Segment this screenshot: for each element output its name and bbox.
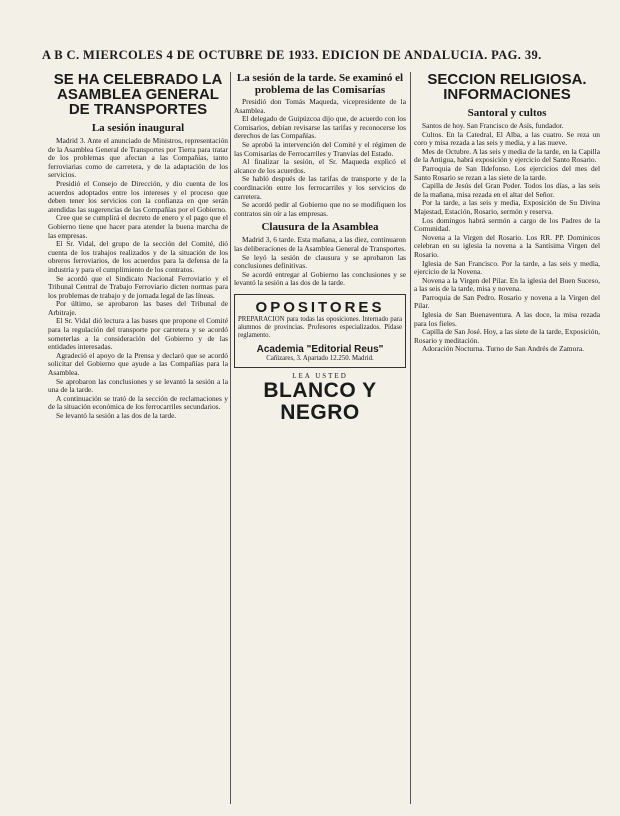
paragraph: El Sr. Vidal, del grupo de la sección del Comité, dió cuenta de los trabajos realizados y de la situación de los obreros ferroviarios, de los acuerdos para la defensa de la industria y para el cumplimiento de los contratos. [48, 239, 228, 274]
paragraph: Cultos. En la Catedral, El Alba, a las cuatro. Se reza un coro y misa rezada a las seis y media, y a las nueve. [414, 129, 600, 148]
column-sesion-tarde [234, 72, 406, 807]
paragraph: Parroquia de San Ildefonso. Los ejercicios del mes del Santo Rosario se rezan a las siete de la tarde. [414, 163, 600, 182]
paragraph: Cree que se cumplirá el decreto de enero y el pago que el Gobierno tiene que hacer para atender la buena marcha de las empresas. [48, 213, 228, 240]
paragraph: El delegado de Guipúzcoa dijo que, de acuerdo con los Comisarios, debían revisarse las tarifas y reconocerse los derechos de las Compañías. [234, 114, 406, 141]
paragraph: A continuación se trató de la sección de reclamaciones y de la situación económica de los ferrocarriles secundarios. [48, 393, 228, 412]
ad-opositores-text: PREPARACION para todas las oposiciones. Internado para alumnos de provincias. Profesores especializados. Pídase reglamento. [238, 315, 402, 339]
paragraph: El Sr. Vidal dió lectura a las bases que propone el Comité para la regulación del transporte por carretera y se acordó someterlas a la consideración del Gobierno y de las entidades interesadas. [48, 316, 228, 352]
paragraph: Por último, se aprobaron las bases del Tribunal de Arbitraje. [48, 299, 228, 317]
ad-blanco-y-negro-title: BLANCO Y NEGRO [263, 378, 377, 424]
paragraph: Agradeció el apoyo de la Prensa y declaró que se acordó solicitar del Gobierno que ayude a las Compañías para la Asamblea. [48, 350, 228, 378]
paragraph: Iglesia de San Francisco. Por la tarde, a las seis y media, ejercicio de la Novena. [414, 258, 600, 277]
paragraph: Se habló después de las tarifas de transporte y de la coordinación entre los ferrocarriles y los servicios de carretera. [234, 174, 406, 201]
subhead-clausura: Clausura de la Asamblea [261, 221, 379, 234]
paragraph: Presidió el Consejo de Dirección, y dio cuenta de los acuerdos adoptados entre los intereses y el proceso que deben tener los servicios con la confianza en que serán atendidas las sugerencias de las Compañías por el Gobierno. [48, 178, 228, 214]
ad-opositores [234, 294, 406, 368]
paragraph: Mes de Octubre. A las seis y media de la tarde, en la Capilla de la Antigua, habrá exposición y ejercicio del Santo Rosario. [414, 146, 600, 165]
running-head: A B C. MIERCOLES 4 DE OCTUBRE DE 1933. EDICION DE ANDALUCIA. PAG. 39. [42, 48, 542, 62]
paragraph: Los domingos habrá sermón a cargo de los Padres de la Comunidad. [414, 215, 600, 234]
ad-lea-usted: LEA USTED [292, 371, 348, 380]
headline-sesion-tarde: La sesión de la tarde. Se examinó el problema de las Comisarías [236, 72, 404, 96]
paragraph: Presidió don Tomás Maqueda, vicepresidente de la Asamblea. [234, 97, 406, 115]
paragraph: Santos de hoy. San Francisco de Asís, fundador. [422, 121, 564, 130]
subhead-sesion-inaugural: La sesión inaugural [91, 122, 185, 134]
headline-asamblea: SE HA CELEBRADO LA ASAMBLEA GENERAL DE TRANSPORTES [53, 72, 223, 118]
column-religiosa [414, 72, 600, 807]
headline-seccion-religiosa: SECCION RELIGIOSA. INFORMACIONES [427, 72, 587, 103]
subhead-santoral: Santoral y cultos [467, 107, 547, 119]
paragraph: Madrid 3, 6 tarde. Esta mañana, a las diez, continuaron las deliberaciones de la Asamblea General de Transportes. [234, 235, 406, 253]
paragraph: Se acordó que el Sindicato Nacional Ferroviario y el Tribunal Central de Trabajo Ferroviario dicten normas para los problemas de trabajo y de jornada legal de las líneas. [48, 273, 228, 300]
paragraph: Se aprobaron las conclusiones y se levantó la sesión a la una de la tarde. [48, 376, 228, 395]
paragraph: Por la tarde, a las seis y media, Exposición de Su Divina Majestad, Estación, Rosario, sermón y reserva. [414, 198, 600, 216]
paragraph: Se aprobó la intervención del Comité y el régimen de las Comisarías de Ferrocarriles y Tranvías del Estado. [234, 139, 406, 158]
paragraph: Novena a la Virgen del Rosario. Los RR. PP. Dominicos celebran en su iglesia la novena a la Santísima Virgen del Rosario. [414, 232, 600, 259]
paragraph: Parroquia de San Pedro. Rosario y novena a la Virgen del Pilar. [414, 292, 600, 311]
column-rule [230, 72, 231, 804]
paragraph: Se levantó la sesión a las dos de la tarde. [56, 411, 177, 420]
paragraph: Capilla de Jesús del Gran Poder. Todos los días, a las seis de la mañana, misa rezada en el altar del Señor. [414, 181, 600, 199]
ad-opositores-title: OPOSITORES [255, 298, 385, 316]
paragraph: Madrid 3. Ante el anunciado de Ministros, representación de la Asamblea General de Transportes por Tierra para tratar de los problemas que afectan a las Compañías, tanto ferroviarias como de carretera, y de la adaptación de los servicios. [48, 136, 228, 180]
column-rule [410, 72, 411, 804]
paragraph: Al finalizar la sesión, el Sr. Maqueda explicó el alcance de los acuerdos. [234, 157, 406, 175]
paragraph: Novena a la Virgen del Pilar. En la iglesia del Buen Suceso, a las seis de la tarde, misa y novena. [414, 275, 600, 294]
paragraph: Capilla de San José. Hoy, a las siete de la tarde, Exposición, Rosario y meditación. [414, 327, 600, 345]
ad-academia-name: Academia "Editorial Reus" [256, 343, 384, 355]
paragraph: Se acordó entregar al Gobierno las conclusiones y se levantó la sesión a las dos de la tarde. [234, 269, 406, 288]
ad-academia-address: Cañizares, 3. Apartado 12.250. Madrid. [266, 354, 374, 362]
paragraph: Se acordó pedir al Gobierno que no se modifiquen los contratos sin oír a las empresas. [234, 200, 406, 218]
paragraph: Iglesia de San Buenaventura. A las doce, la misa rezada para los fieles. [414, 310, 600, 328]
paragraph: Adoración Nocturna. Turno de San Andrés de Zamora. [422, 344, 584, 354]
ad-blanco-y-negro [234, 372, 406, 424]
paragraph: Se leyó la sesión de clausura y se aprobaron las conclusiones definitivas. [234, 252, 406, 271]
column-transportes [48, 72, 228, 807]
